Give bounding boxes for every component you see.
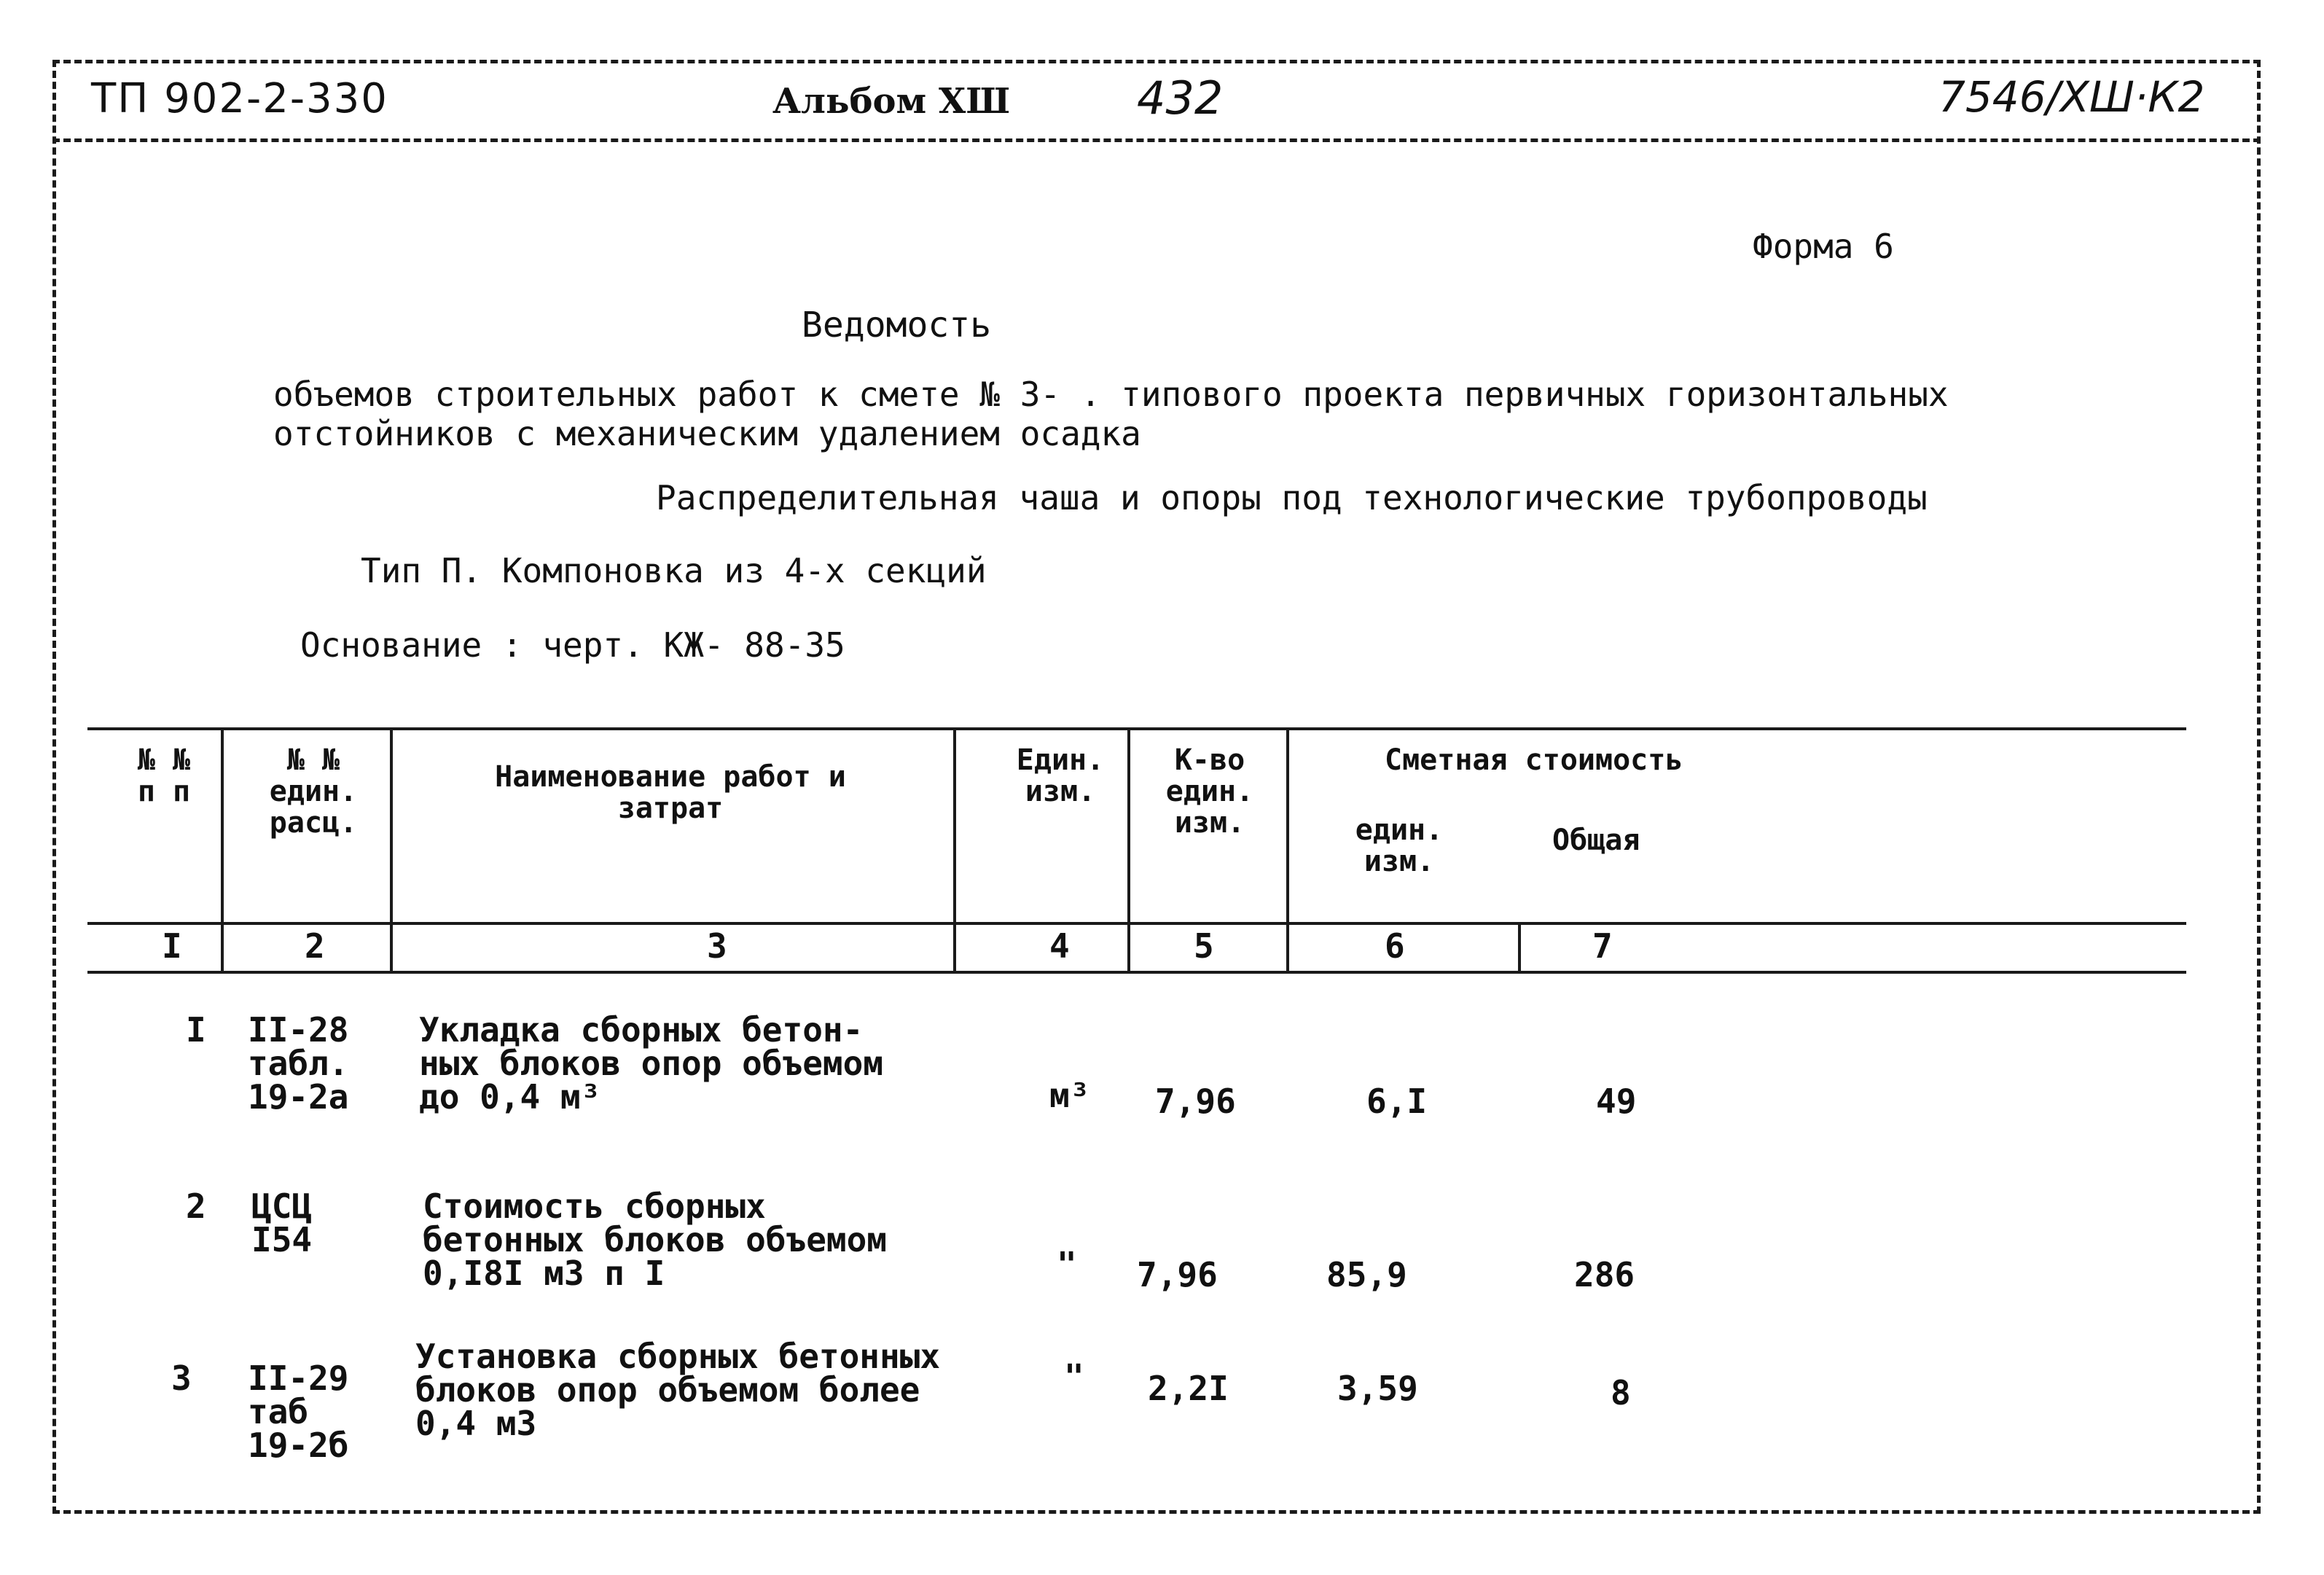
header-unit: Един. изм. [1016, 743, 1105, 809]
column-divider-1 [221, 729, 224, 971]
column-number-1: I [162, 926, 182, 966]
row-1-quantity: 7,96 [1155, 1082, 1236, 1121]
column-number-2: 2 [305, 926, 325, 966]
reference-number: 7546/ХШ·К2 [1938, 72, 2205, 122]
row-2-unit-cost: 85,9 [1326, 1255, 1407, 1294]
table-numbers-rule [87, 971, 2186, 974]
column-number-4: 4 [1049, 926, 1070, 966]
column-number-5: 5 [1194, 926, 1214, 966]
document-title: Ведомость [802, 305, 992, 345]
header-row-number: № № п п [137, 743, 191, 809]
row-3-number: 3 [171, 1359, 192, 1398]
form-label: Форма 6 [1753, 227, 1894, 266]
header-total-cost: Общая [1552, 824, 1640, 857]
row-2-rate-code: ЦСЦ I54 [251, 1187, 313, 1259]
row-2-work-name: Стоимость сборных бетонных блоков объемом 0,I8I м3 п I [423, 1187, 887, 1293]
subtitle-line-1: объемов строительных работ к смете № 3- . типового проекта первичных горизонтальных [273, 375, 1949, 414]
row-3-total: 8 [1611, 1373, 1631, 1412]
row-3-rate-code: II-29 таб 19-2б [248, 1359, 349, 1465]
column-divider-3 [953, 729, 956, 971]
row-1-unit: м³ [1049, 1076, 1090, 1115]
column-number-3: 3 [707, 926, 727, 966]
row-1-total: 49 [1596, 1082, 1637, 1121]
header-unit-cost: един. изм. [1355, 813, 1444, 879]
column-divider-6 [1518, 922, 1521, 971]
basis-line: Основание : черт. КЖ- 88-35 [300, 625, 845, 665]
column-number-6: 6 [1385, 926, 1405, 966]
header-work-name: Наименование работ и затрат [495, 760, 846, 826]
row-3-quantity: 2,2I [1148, 1369, 1229, 1408]
row-3-work-name: Установка сборных бетонных блоков опор объемом более 0,4 м3 [415, 1337, 941, 1443]
row-2-unit: " [1057, 1245, 1077, 1284]
header-quantity: К-во един. изм. [1165, 743, 1254, 840]
row-2-quantity: 7,96 [1137, 1255, 1218, 1294]
table-header-rule [87, 922, 2186, 925]
column-divider-5 [1286, 729, 1289, 971]
row-3-unit-cost: 3,59 [1337, 1369, 1418, 1408]
type-line: Тип П. Компоновка из 4-х секций [361, 551, 987, 590]
row-1-unit-cost: 6,I [1366, 1082, 1428, 1121]
row-2-number: 2 [186, 1187, 206, 1226]
header-divider [52, 138, 2261, 142]
album-label: Альбом ХШ [772, 81, 1011, 122]
row-1-work-name: Укладка сборных бетон- ных блоков опор объемом до 0,4 м³ [419, 1010, 883, 1117]
row-2-total: 286 [1574, 1255, 1635, 1294]
document-code: ТП 902-2-330 [91, 75, 388, 122]
table-top-rule [87, 727, 2186, 730]
subtitle-line-3: Распределительная чаша и опоры под технологические трубопроводы [656, 478, 1928, 517]
header-estimated-cost: Сметная стоимость [1385, 743, 1683, 777]
row-1-number: I [186, 1010, 206, 1050]
page-number: 432 [1137, 71, 1224, 125]
column-divider-4 [1127, 729, 1130, 971]
subtitle-line-2: отстойников с механическим удалением осадка [273, 414, 1141, 453]
row-3-unit: " [1064, 1357, 1084, 1396]
row-1-rate-code: II-28 табл. 19-2а [248, 1010, 349, 1117]
column-number-7: 7 [1592, 926, 1613, 966]
column-divider-2 [390, 729, 393, 971]
header-rate-number: № № един. расц. [269, 743, 358, 840]
